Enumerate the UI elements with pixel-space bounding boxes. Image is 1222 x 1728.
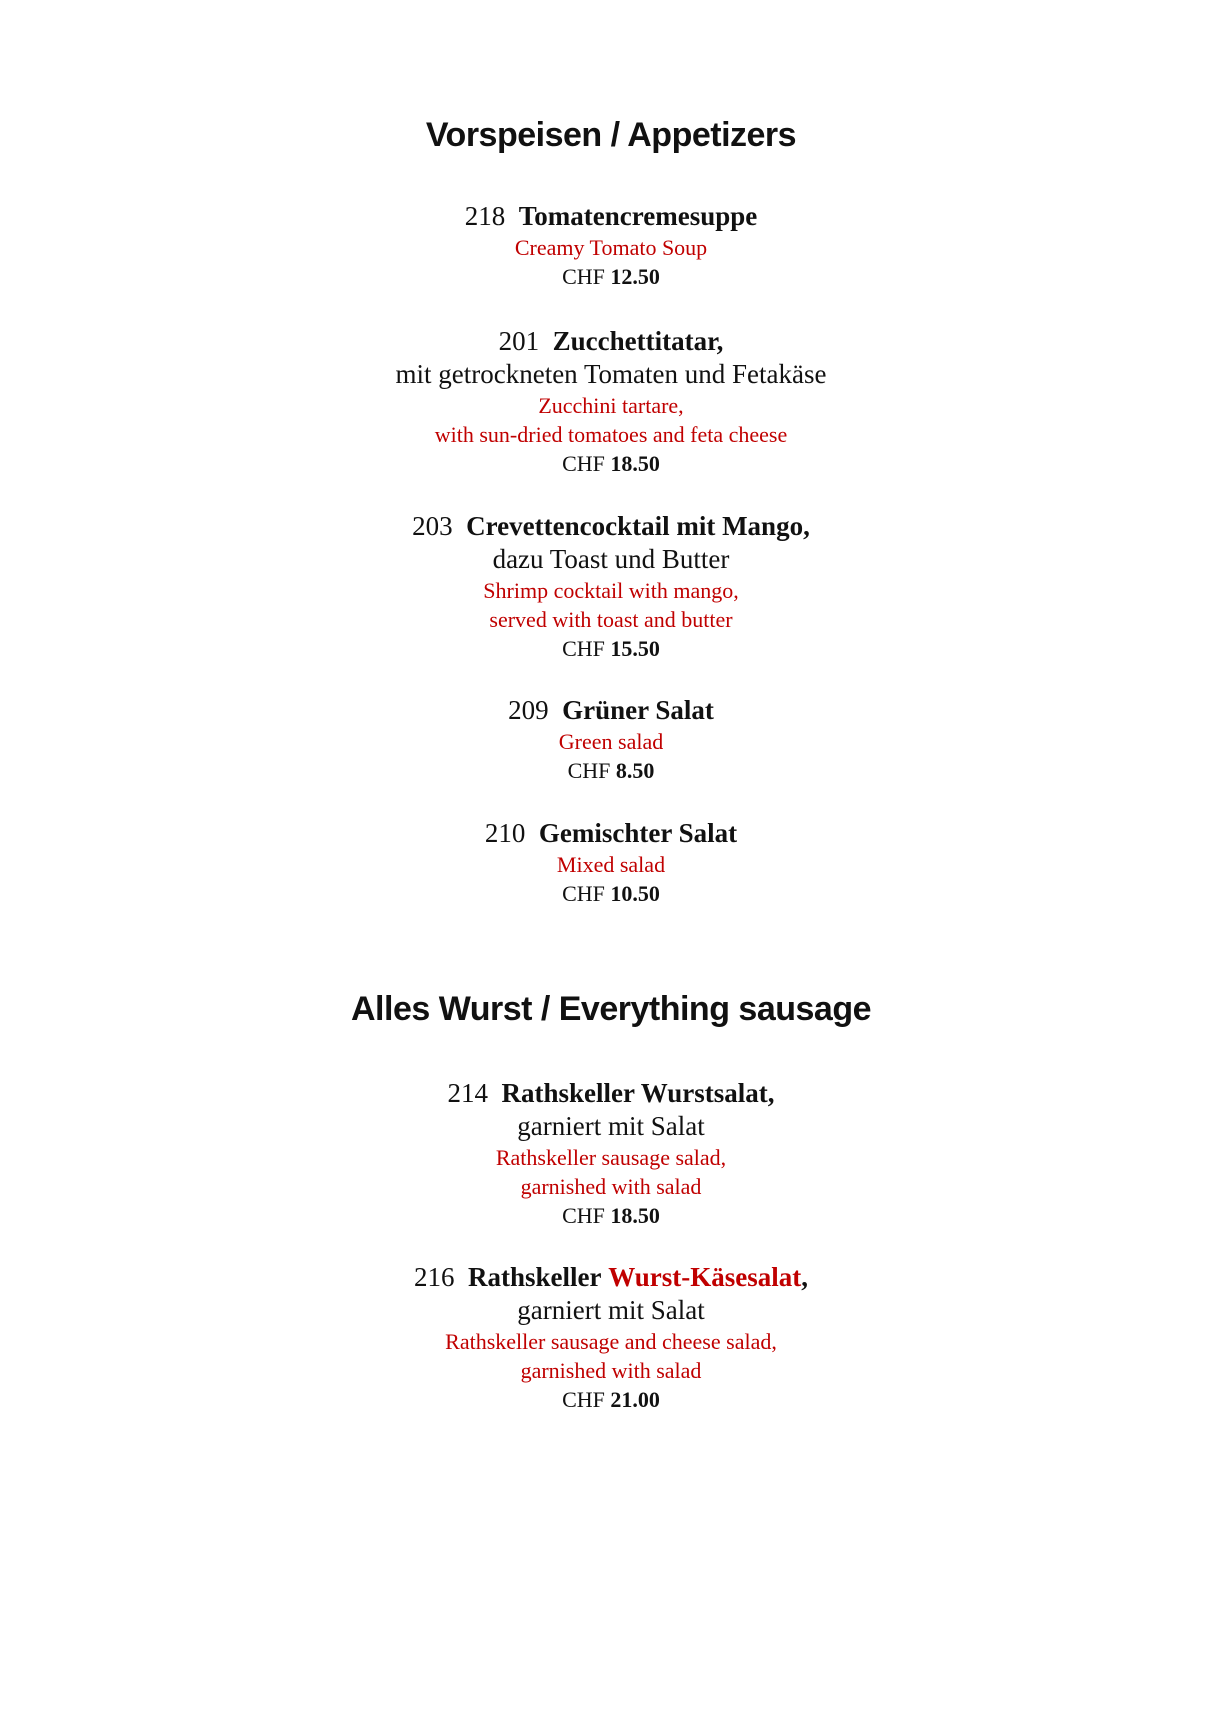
section-heading-appetizers: Vorspeisen / Appetizers: [425, 116, 797, 154]
item-name: Gemischter Salat: [538, 818, 738, 848]
item-price: CHF 15.50: [562, 636, 660, 661]
item-number: 216: [414, 1262, 455, 1292]
item-title: [0, 1261, 1222, 1294]
item-name-highlight: Wurst-Käsesalat: [608, 1262, 802, 1292]
item-english: Rathskeller sausage and cheese salad,: [445, 1329, 777, 1354]
item-english: Mixed salad: [556, 852, 666, 877]
menu-item-210: [0, 817, 1222, 908]
item-german-detail: garniert mit Salat: [517, 1295, 705, 1325]
menu-item-214: [0, 1077, 1222, 1230]
item-name: Grüner Salat: [562, 695, 714, 725]
item-name: Rathskeller: [468, 1262, 602, 1292]
item-price: CHF 12.50: [562, 264, 660, 289]
item-english: garnished with salad: [520, 1358, 702, 1383]
item-german-detail: garniert mit Salat: [517, 1111, 705, 1141]
item-name: Zucchettitatar,: [552, 326, 724, 356]
item-english: Creamy Tomato Soup: [514, 235, 708, 260]
item-name-suffix: ,: [801, 1262, 808, 1292]
item-title: [0, 325, 1222, 358]
menu-item-209: [0, 694, 1222, 785]
item-english: Zucchini tartare,: [538, 393, 684, 418]
item-english: garnished with salad: [520, 1174, 702, 1199]
item-english: served with toast and butter: [489, 607, 733, 632]
item-price: CHF 18.50: [562, 1203, 660, 1228]
item-name: Rathskeller Wurstsalat,: [501, 1078, 775, 1108]
menu-item-203: [0, 510, 1222, 663]
menu-item-216: [0, 1261, 1222, 1414]
menu-item-201: [0, 325, 1222, 478]
item-price: CHF 18.50: [562, 451, 660, 476]
item-title: [0, 694, 1222, 727]
item-price: CHF 10.50: [562, 881, 660, 906]
item-title: [0, 510, 1222, 543]
item-title: [0, 1077, 1222, 1110]
item-price: CHF 8.50: [567, 758, 655, 783]
item-number: 210: [484, 818, 526, 848]
item-number: 214: [447, 1078, 488, 1108]
item-german-detail: dazu Toast und Butter: [492, 544, 730, 574]
item-name: Crevettencocktail mit Mango,: [466, 511, 810, 541]
item-english: Rathskeller sausage salad,: [495, 1145, 727, 1170]
item-number: 201: [498, 326, 540, 356]
item-number: 209: [508, 695, 549, 725]
section-heading-sausage: Alles Wurst / Everything sausage: [351, 990, 871, 1028]
item-number: 203: [412, 511, 453, 541]
item-title: [0, 200, 1222, 233]
item-english: with sun-dried tomatoes and feta cheese: [434, 422, 788, 447]
item-english: Shrimp cocktail with mango,: [483, 578, 739, 603]
item-english: Green salad: [558, 729, 664, 754]
menu-item-218: [0, 200, 1222, 291]
item-name: Tomatencremesuppe: [518, 201, 758, 231]
item-title: [0, 817, 1222, 850]
item-number: 218: [464, 201, 506, 231]
item-german-detail: mit getrockneten Tomaten und Fetakäse: [395, 359, 827, 389]
item-price: CHF 21.00: [562, 1387, 660, 1412]
